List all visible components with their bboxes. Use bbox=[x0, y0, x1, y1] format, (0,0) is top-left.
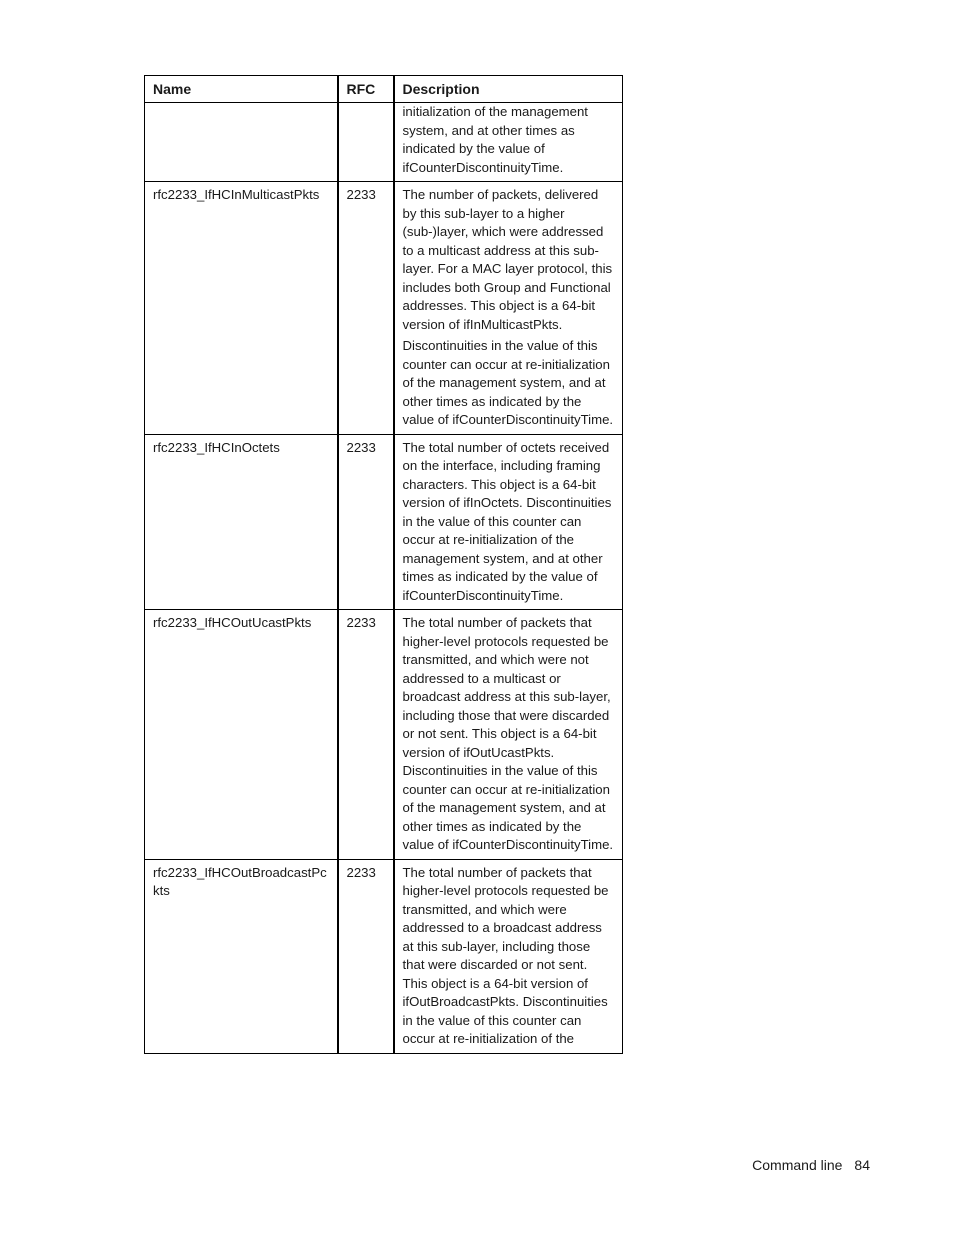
cell-rfc: 2233 bbox=[338, 610, 394, 860]
mib-object-table bbox=[144, 75, 623, 1054]
description-paragraph: The total number of packets that higher-level protocols requested be transmitted, and which were not addressed to a multicast or broadcast address at this sub-layer, including those that were discarded or not sent. This object is a 64-bit version of ifOutUcastPkts. Discontinuities in the value of this counter can occur at re-initialization of the management system, and at other times as indicated by the value of ifCounterDiscontinuityTime. bbox=[402, 615, 614, 852]
footer-section-title: Command line bbox=[752, 1157, 843, 1173]
table-row bbox=[145, 859, 623, 1053]
cell-name bbox=[145, 859, 338, 1053]
cell-name bbox=[145, 610, 338, 860]
cell-description bbox=[394, 434, 623, 610]
name-text: rfc2233_IfHCInOctets bbox=[153, 439, 280, 455]
name-text: rfc2233_IfHCOutBroadcastPckts bbox=[153, 864, 327, 898]
cell-description bbox=[394, 859, 623, 1053]
table-row bbox=[145, 434, 623, 610]
table-row bbox=[145, 610, 623, 860]
table-row bbox=[145, 182, 623, 435]
name-text: rfc2233_IfHCOutUcastPkts bbox=[153, 615, 312, 630]
page-number: 84 bbox=[854, 1157, 870, 1173]
cell-rfc: 2233 bbox=[338, 182, 394, 435]
cell-name bbox=[145, 182, 338, 435]
cell-description bbox=[394, 610, 623, 860]
page-footer bbox=[752, 1157, 870, 1173]
description-paragraph: The number of packets, delivered by this sub-layer to a higher (sub-)layer, which were addressed to a multicast address at this sub-layer. For a MAC layer protocol, this includes both Group and Functional addresses. This object is a 64-bit version of ifInMulticastPkts. bbox=[402, 187, 613, 332]
description-paragraph: The total number of packets that higher-level protocols requested be transmitted, and which were addressed to a broadcast address at this sub-layer, including those that were discarded or not sent. This object is a 64-bit version of ifOutBroadcastPkts. Discontinuities in the value of this counter can occur at re-initialization of the bbox=[402, 864, 609, 1046]
header-description: Description bbox=[394, 76, 623, 103]
cell-description bbox=[394, 182, 623, 435]
description-paragraph: Discontinuities in the value of this counter can occur at re-initialization of the management system, and at other times as indicated by the value of ifCounterDiscontinuityTime. bbox=[402, 338, 614, 427]
cell-rfc bbox=[338, 103, 394, 182]
cell-description bbox=[394, 103, 623, 182]
header-name: Name bbox=[145, 76, 338, 103]
description-paragraph: The total number of octets received on the interface, including framing characters. This object is a 64-bit version of ifInOctets. Discontinuities in the value of this counter can occur at re-initialization of the management system, and at other times as indicated by the value of ifCounterDiscontinuityTime. bbox=[402, 439, 612, 603]
cell-rfc: 2233 bbox=[338, 859, 394, 1053]
cell-name bbox=[145, 103, 338, 182]
table-row bbox=[145, 103, 623, 182]
header-rfc: RFC bbox=[338, 76, 394, 103]
table-header-row bbox=[145, 76, 623, 103]
description-paragraph: initialization of the management system, and at other times as indicated by the value of ifCounterDiscontinuityTime. bbox=[402, 104, 588, 175]
cell-name bbox=[145, 434, 338, 610]
cell-rfc: 2233 bbox=[338, 434, 394, 610]
name-text: rfc2233_IfHCInMulticastPkts bbox=[153, 187, 320, 202]
